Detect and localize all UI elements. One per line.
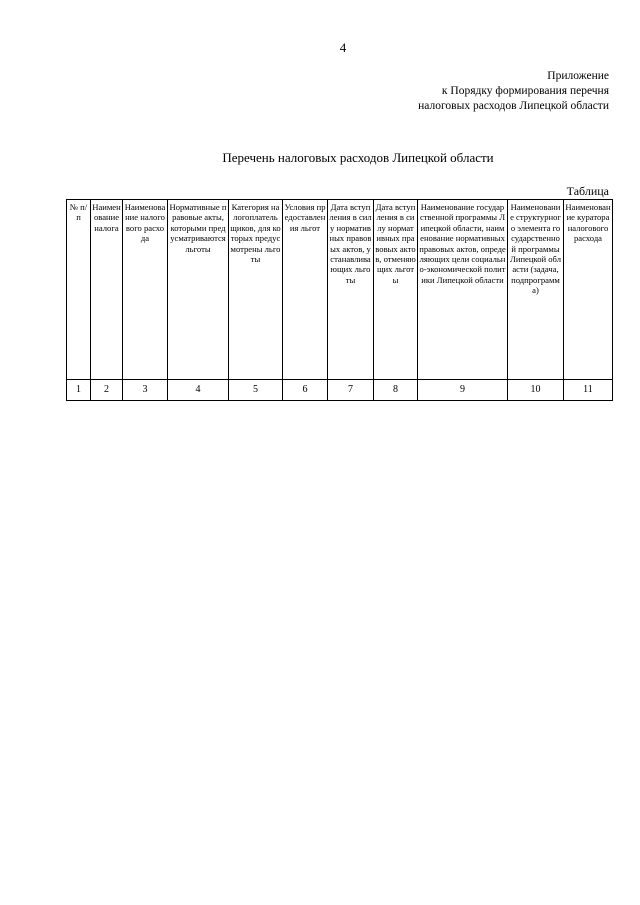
appendix-line-1: Приложение bbox=[547, 70, 609, 82]
column-number-8: 8 bbox=[374, 380, 418, 401]
document-title: Перечень налоговых расходов Липецкой области bbox=[222, 150, 494, 165]
column-number-1: 1 bbox=[67, 380, 91, 401]
column-number-3: 3 bbox=[123, 380, 168, 401]
header-col-2: Наименование налога bbox=[91, 200, 123, 380]
header-col-8: Дата вступления в силу нормативных правовых актов, отменяющих льготы bbox=[374, 200, 418, 380]
header-col-11: Наименование куратора налогового расхода bbox=[564, 200, 613, 380]
column-number-4: 4 bbox=[168, 380, 229, 401]
header-col-5: Категория налогоплательщиков, для которых предусмотрены льготы bbox=[229, 200, 283, 380]
table-row bbox=[67, 380, 613, 401]
header-col-10: Наименование структурного элемента государственной программы Липецкой области (задача, подпрограмма) bbox=[508, 200, 564, 380]
appendix-line-2: к Порядку формирования перечня bbox=[441, 85, 609, 97]
appendix-block bbox=[418, 69, 609, 114]
column-number-7: 7 bbox=[328, 380, 374, 401]
tax-expenditure-table bbox=[66, 199, 613, 401]
column-number-2: 2 bbox=[91, 380, 123, 401]
header-col-7: Дата вступления в силу нормативных правовых актов, устанавливающих льготы bbox=[328, 200, 374, 380]
column-number-10: 10 bbox=[508, 380, 564, 401]
table-header-row bbox=[67, 200, 613, 380]
header-col-6: Условия предоставления льгот bbox=[283, 200, 328, 380]
table-label: Таблица bbox=[566, 184, 609, 198]
column-number-6: 6 bbox=[283, 380, 328, 401]
header-col-9: Наименование государственной программы Липецкой области, наименование нормативных правовых актов, определяющих цели социально-экономической политики Липецкой области bbox=[418, 200, 508, 380]
header-col-1: № п/п bbox=[67, 200, 91, 380]
column-number-11: 11 bbox=[564, 380, 613, 401]
header-col-3: Наименование налогового расхода bbox=[123, 200, 168, 380]
column-number-9: 9 bbox=[418, 380, 508, 401]
page-number: 4 bbox=[339, 40, 347, 55]
column-number-5: 5 bbox=[229, 380, 283, 401]
appendix-line-3: налоговых расходов Липецкой области bbox=[418, 100, 609, 112]
header-col-4: Нормативные правовые акты, которыми предусматриваются льготы bbox=[168, 200, 229, 380]
